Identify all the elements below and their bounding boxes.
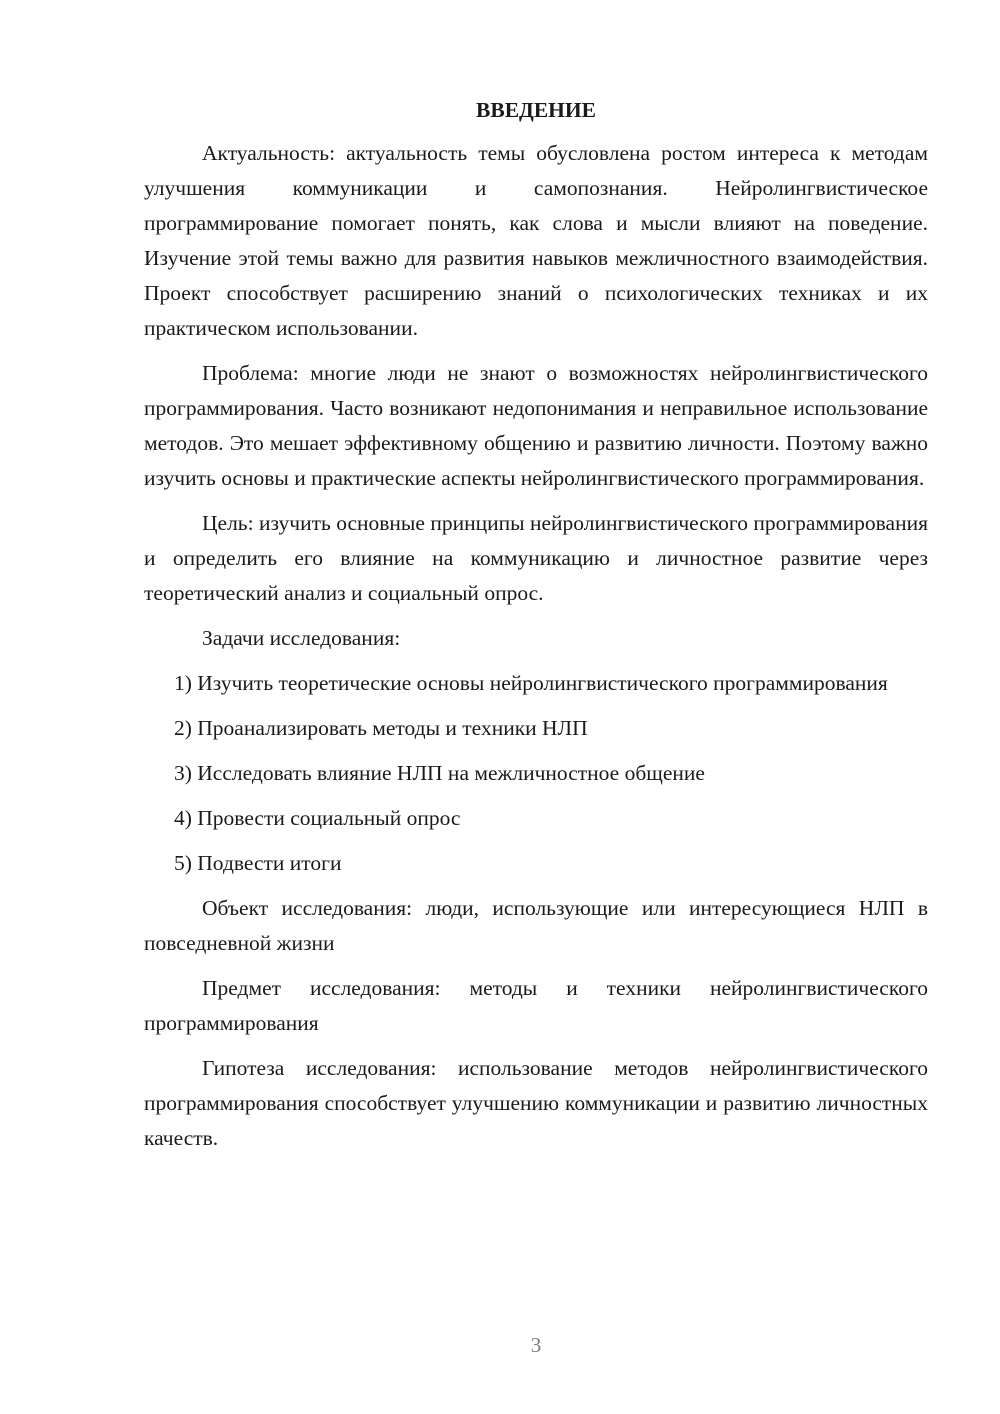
subject-paragraph: Предмет исследования: методы и техники нейролингвистического программирования xyxy=(144,976,928,1035)
document-page xyxy=(144,96,928,1166)
object-paragraph: Объект исследования: люди, использующие или интересующиеся НЛП в повседневной жизни xyxy=(144,896,928,955)
tasks-list xyxy=(144,666,928,881)
list-item: 2) Проанализировать методы и техники НЛП xyxy=(174,716,588,740)
page-title: ВВЕДЕНИЕ xyxy=(476,98,596,122)
list-item: 4) Провести социальный опрос xyxy=(174,806,461,830)
list-item: 3) Исследовать влияние НЛП на межличностное общение xyxy=(174,761,705,785)
tasks-heading: Задачи исследования: xyxy=(202,626,401,650)
problem-paragraph: Проблема: многие люди не знают о возможностях нейролингвистического программирования. Часто возникают недопонимания и неправильное использование методов. Это мешает эффективному общению и развитию личности. Поэтому важно изучить основы и практические аспекты нейролингвистического программирования. xyxy=(144,361,928,490)
relevance-paragraph: Актуальность: актуальность темы обусловлена ростом интереса к методам улучшения коммуникации и самопознания. Нейролингвистическое программирование помогает понять, как слова и мысли влияют на поведение. Изучение этой темы важно для развития навыков межличностного взаимодействия. Проект способствует расширению знаний о психологических техниках и их практическом использовании. xyxy=(144,141,928,340)
hypothesis-paragraph: Гипотеза исследования: использование методов нейролингвистического программирования способствует улучшению коммуникации и развитию личностных качеств. xyxy=(144,1056,928,1150)
page-number: 3 xyxy=(530,1333,542,1357)
list-item: 1) Изучить теоретические основы нейролингвистического программирования xyxy=(174,671,888,695)
goal-paragraph: Цель: изучить основные принципы нейролингвистического программирования и определить его влияние на коммуникацию и личностное развитие через теоретический анализ и социальный опрос. xyxy=(144,511,928,605)
list-item: 5) Подвести итоги xyxy=(174,851,342,875)
